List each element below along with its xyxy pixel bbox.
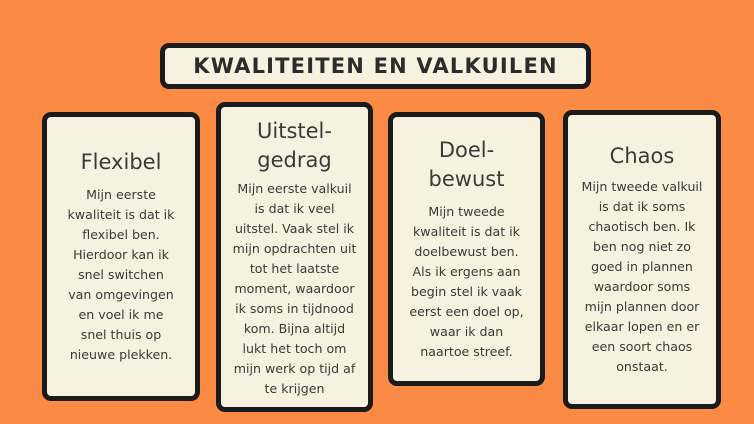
title-banner	[160, 43, 591, 89]
card-text: Mijn eerste kwaliteit is dat ik flexibel ben. Hierdoor kan ik snel switchen van omgevingen en voel ik me snel thuis op nieuwe plekken.	[67, 187, 175, 362]
card-text: Mijn tweede kwaliteit is dat ik doelbewust ben. Als ik ergens aan begin stel ik vaak eerst een doel op, waar ik dan naartoe streef.	[409, 204, 524, 359]
card-doelbewust	[388, 112, 545, 386]
page-title: KWALITEITEN EN VALKUILEN	[193, 54, 558, 78]
card-chaos	[563, 110, 721, 409]
card-text: Mijn tweede valkuil is dat ik soms chaotisch ben. Ik ben nog niet zo goed in plannen waardoor soms mijn plannen door elkaar lopen en er een soort chaos onstaat.	[581, 179, 703, 374]
card-uitstelgedrag	[216, 102, 373, 412]
card-heading: Flexibel	[80, 150, 162, 174]
card-flexibel	[42, 112, 200, 401]
card-heading: Uitstel-gedrag	[257, 119, 332, 172]
card-heading: Chaos	[609, 144, 675, 168]
card-heading: Doel-bewust	[428, 138, 505, 191]
card-text: Mijn eerste valkuil is dat ik veel uitstel. Vaak stel ik mijn opdrachten uit tot het laatste moment, waardoor ik soms in tijdnood kom. Bijna altijd lukt het toch om mijn werk op tijd af te krijgen	[232, 181, 357, 396]
